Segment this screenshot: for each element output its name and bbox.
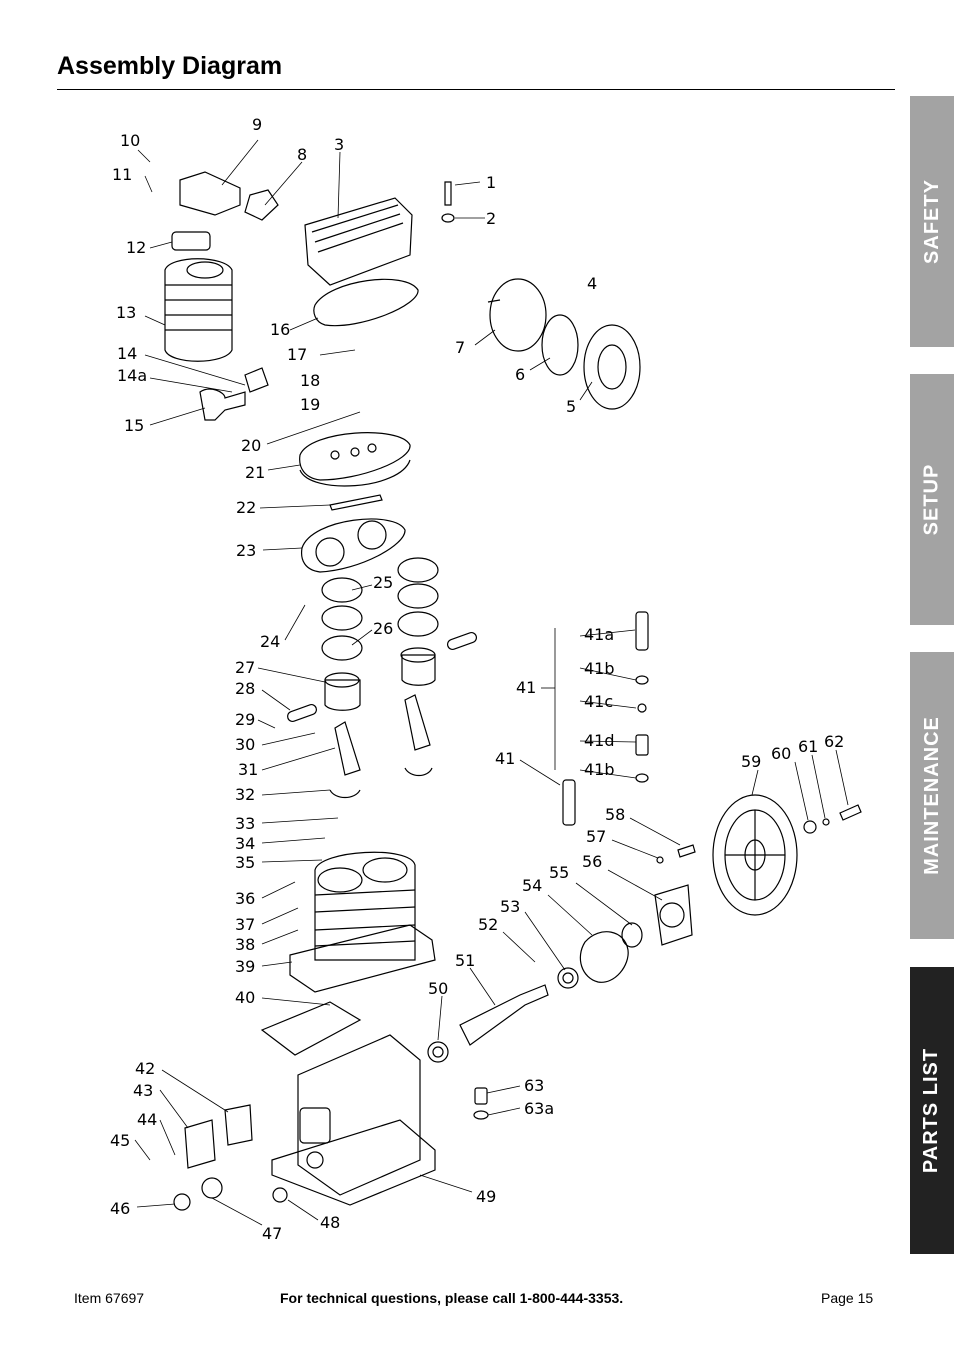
part-label: 4 xyxy=(587,274,598,293)
part-label: 33 xyxy=(235,814,256,833)
footer-page-number: Page 15 xyxy=(821,1290,874,1306)
part-number-labels xyxy=(110,115,844,1243)
part-label: 51 xyxy=(455,951,476,970)
part-label: 15 xyxy=(124,416,145,435)
part-label: 30 xyxy=(235,735,256,754)
part-label: 32 xyxy=(235,785,256,804)
tab-setup[interactable] xyxy=(910,374,954,625)
part-label: 26 xyxy=(373,619,394,638)
part-label: 12 xyxy=(126,238,147,257)
part-label: 21 xyxy=(245,463,266,482)
part-label: 41 xyxy=(516,678,537,697)
part-label: 56 xyxy=(582,852,603,871)
part-label: 42 xyxy=(135,1059,156,1078)
tab-maintenance-label: MAINTENANCE xyxy=(920,716,943,875)
part-label: 25 xyxy=(373,573,394,592)
part-label: 20 xyxy=(241,436,262,455)
part-label: 54 xyxy=(522,876,543,895)
part-label: 62 xyxy=(824,732,845,751)
part-label: 63 xyxy=(524,1076,545,1095)
tab-maintenance[interactable] xyxy=(910,652,954,939)
part-label: 52 xyxy=(478,915,499,934)
part-label: 53 xyxy=(500,897,521,916)
part-label: 60 xyxy=(771,744,792,763)
part-label: 13 xyxy=(116,303,137,322)
part-label: 55 xyxy=(549,863,570,882)
tab-parts-list[interactable] xyxy=(910,967,954,1254)
part-label: 18 xyxy=(300,371,321,390)
part-label: 39 xyxy=(235,957,256,976)
part-label: 8 xyxy=(297,145,308,164)
tab-safety-label: SAFETY xyxy=(920,179,943,264)
part-label: 61 xyxy=(798,737,819,756)
part-label: 44 xyxy=(137,1110,158,1129)
footer-item-number: Item 67697 xyxy=(74,1290,145,1306)
part-label: 10 xyxy=(120,131,141,150)
part-label: 49 xyxy=(476,1187,497,1206)
part-label: 27 xyxy=(235,658,256,677)
part-label: 31 xyxy=(238,760,259,779)
part-label: 35 xyxy=(235,853,256,872)
part-label: 38 xyxy=(235,935,256,954)
part-label: 59 xyxy=(741,752,762,771)
part-label: 41d xyxy=(584,731,615,750)
part-label: 40 xyxy=(235,988,256,1007)
part-label: 19 xyxy=(300,395,321,414)
part-label: 63a xyxy=(524,1099,555,1118)
part-label: 41a xyxy=(584,625,615,644)
part-label: 41b xyxy=(584,760,615,779)
part-label: 9 xyxy=(252,115,263,134)
part-label: 57 xyxy=(586,827,607,846)
part-label: 22 xyxy=(236,498,257,517)
part-label: 36 xyxy=(235,889,256,908)
part-label: 47 xyxy=(262,1224,283,1243)
part-label: 34 xyxy=(235,834,256,853)
tab-safety[interactable] xyxy=(910,96,954,347)
part-label: 43 xyxy=(133,1081,154,1100)
part-label: 58 xyxy=(605,805,626,824)
part-label: 6 xyxy=(515,365,526,384)
part-label: 50 xyxy=(428,979,449,998)
part-label: 2 xyxy=(486,209,497,228)
part-label: 45 xyxy=(110,1131,131,1150)
part-label: 3 xyxy=(334,135,345,154)
part-label: 29 xyxy=(235,710,256,729)
part-label: 41c xyxy=(584,692,614,711)
part-label: 17 xyxy=(287,345,308,364)
part-label: 28 xyxy=(235,679,256,698)
part-label: 46 xyxy=(110,1199,131,1218)
part-label: 16 xyxy=(270,320,291,339)
part-label: 11 xyxy=(112,165,133,184)
footer-help-text: For technical questions, please call 1-800-444-3353. xyxy=(280,1290,624,1306)
part-label: 14 xyxy=(117,344,138,363)
tab-setup-label: SETUP xyxy=(920,463,943,536)
part-label: 41 xyxy=(495,749,516,768)
part-label: 41b xyxy=(584,659,615,678)
part-label: 48 xyxy=(320,1213,341,1232)
part-label: 1 xyxy=(486,173,497,192)
page-title: Assembly Diagram xyxy=(57,52,283,80)
part-label: 5 xyxy=(566,397,577,416)
part-label: 24 xyxy=(260,632,281,651)
tab-parts-list-label: PARTS LIST xyxy=(920,1047,943,1174)
part-label: 23 xyxy=(236,541,257,560)
part-label: 7 xyxy=(455,338,466,357)
part-label: 14a xyxy=(117,366,148,385)
part-label: 37 xyxy=(235,915,256,934)
